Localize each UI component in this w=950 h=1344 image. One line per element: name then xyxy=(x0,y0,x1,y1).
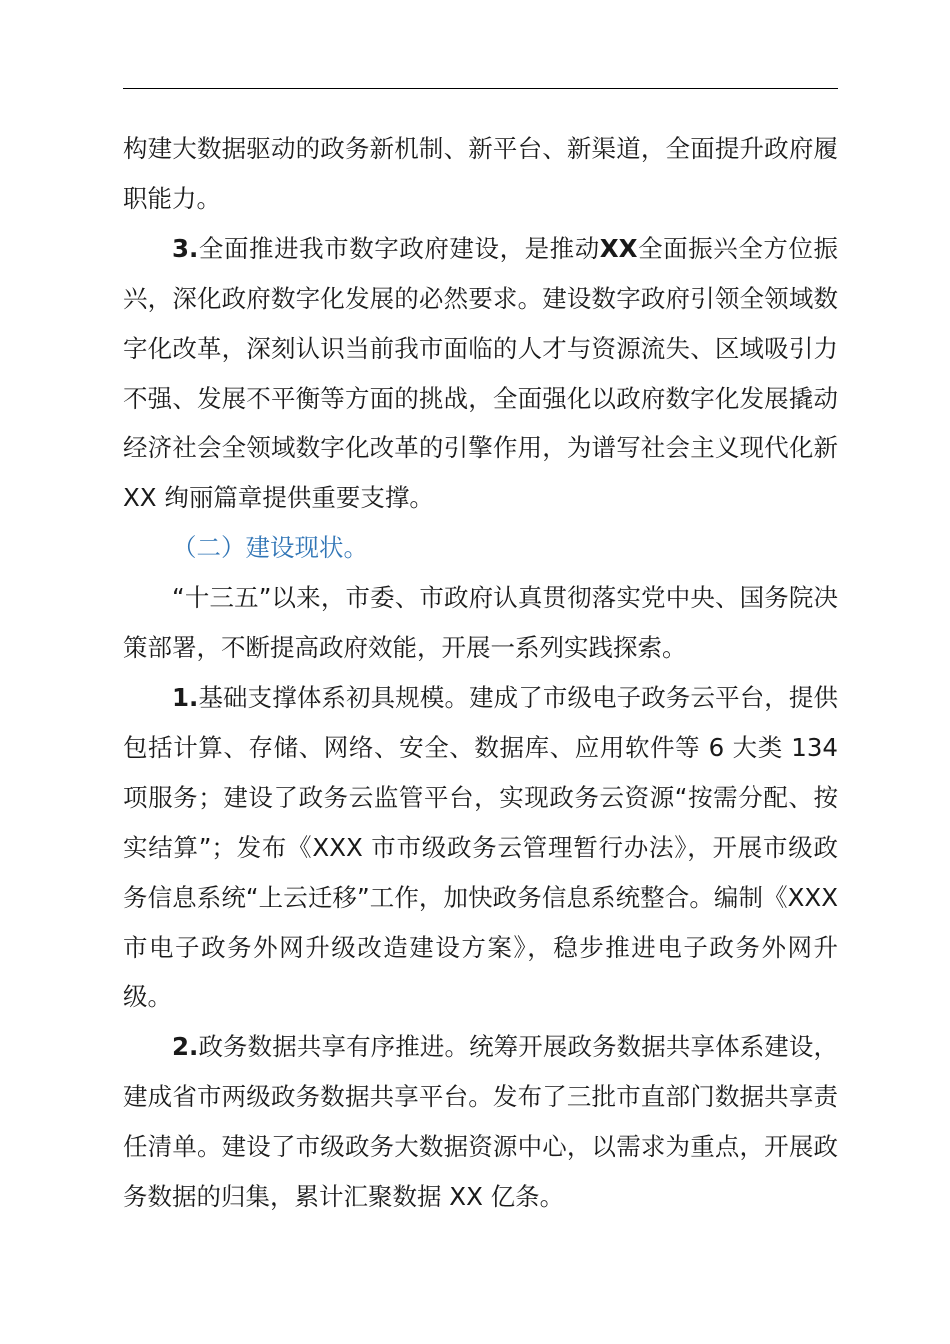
bold-placeholder: XX xyxy=(599,233,638,263)
paragraph-text: 全面推进我市数字政府建设，是推动 xyxy=(198,233,600,263)
paragraph-item-1 xyxy=(123,673,838,1022)
paragraph-text: 政务数据共享有序推进。统筹开展政务数据共享体系建设，建成省市两级政务数据共享平台。发布了三批市直部门数据共享责任清单。建设了市级政务大数据资源中心，以需求为重点，开展政务数据的归集，累计汇聚数据 XX 亿条。 xyxy=(123,1032,838,1212)
paragraph-text: 全面振兴全方位振兴，深化政府数字化发展的必然要求。建设数字政府引领全领域数字化改革，深刻认识当前我市面临的人才与资源流失、区域吸引力不强、发展不平衡等方面的挑战，全面强化以政府数字化发展撬动经济社会全领域数字化改革的引擎作用，为谱写社会主义现代化新 XX 绚丽篇章提供重要支撑。 xyxy=(123,233,839,513)
header-rule xyxy=(123,88,838,89)
paragraph-intro xyxy=(123,573,838,673)
paragraph-text: 构建大数据驱动的政务新机制、新平台、新渠道，全面提升政府履职能力。 xyxy=(123,134,838,213)
item-number: 1. xyxy=(172,682,199,712)
item-number: 3. xyxy=(172,233,199,263)
paragraph-item-2 xyxy=(123,1022,838,1222)
document-body xyxy=(123,124,838,1222)
paragraph-text: 基础支撑体系初具规模。建成了市级电子政务云平台，提供包括计算、存储、网络、安全、数据库、应用软件等 6 大类 134 项服务；建设了政务云监管平台，实现政务云资源“按需分配、按实结算”；发布《XXX 市市级政务云管理暂行办法》，开展市级政务信息系统“上云迁移”工作，加快政务信息系统整合。编制《XXX 市电子政务外网升级改造建设方案》，稳步推进电子政务外网升级。 xyxy=(123,682,838,1012)
section-heading-text: （二）建设现状。 xyxy=(172,533,368,563)
paragraph-text: “十三五”以来，市委、市政府认真贯彻落实党中央、国务院决策部署，不断提高政府效能，开展一系列实践探索。 xyxy=(123,583,838,663)
item-number: 2. xyxy=(172,1032,199,1062)
paragraph-continuation xyxy=(123,124,838,224)
paragraph-item-3 xyxy=(123,224,838,523)
section-heading xyxy=(123,523,838,573)
